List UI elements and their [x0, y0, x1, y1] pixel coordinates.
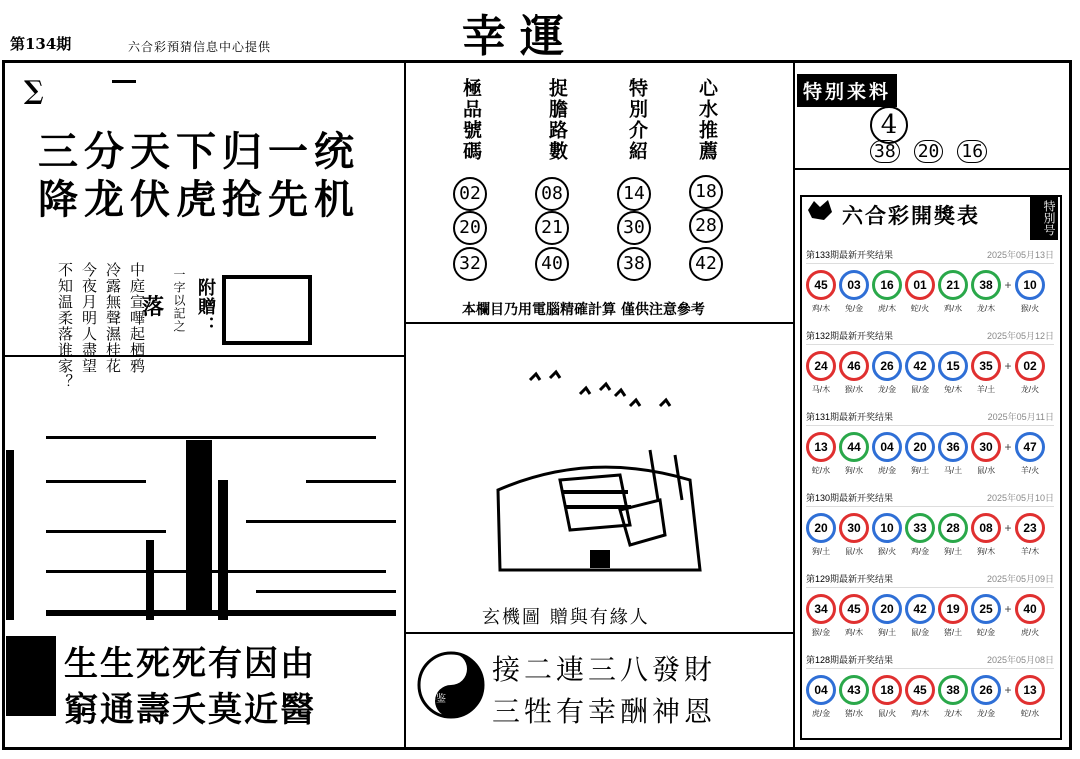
ball-item	[806, 270, 836, 314]
ball-item	[938, 675, 968, 719]
number-circle: 40	[535, 247, 569, 281]
small-poem-line: 今夜月明人盡望	[80, 262, 98, 374]
park-bench-image	[490, 360, 710, 580]
ball-zodiac: 蛇/水	[811, 466, 831, 475]
ball-number: 10	[1015, 270, 1045, 300]
column-head: 特別介紹	[626, 78, 648, 162]
ball-zodiac: 鼠/水	[844, 547, 864, 556]
ball-number: 04	[806, 675, 836, 705]
ball-number: 46	[839, 351, 869, 381]
ball-number: 45	[806, 270, 836, 300]
ball-number: 44	[839, 432, 869, 462]
scribble-area	[6, 420, 404, 628]
proverb-blot	[6, 636, 56, 716]
ball-number: 26	[971, 675, 1001, 705]
draw-header	[806, 329, 1054, 345]
ball-zodiac: 猴/金	[811, 628, 831, 637]
ball-zodiac: 羊/火	[1020, 466, 1040, 475]
draw-date: 2025年05月10日	[986, 493, 1054, 503]
ball-zodiac: 鸡/木	[910, 709, 930, 718]
ball-zodiac: 狗/土	[910, 466, 930, 475]
divider-center-low	[404, 632, 794, 634]
ball-number: 16	[872, 270, 902, 300]
ball-number: 03	[839, 270, 869, 300]
ball-zodiac: 虎/木	[877, 304, 897, 313]
ball-item	[938, 513, 968, 557]
number-circle: 18	[689, 175, 723, 209]
ball-item	[1015, 513, 1045, 557]
lottery-logo	[806, 198, 834, 222]
small-poem-line: 中庭宣嗶起栖鸦	[128, 262, 146, 374]
ball-item	[839, 432, 869, 476]
ball-item	[905, 513, 935, 557]
number-circle: 14	[617, 177, 651, 211]
small-poem-line: 不知温柔落谁家？	[56, 262, 74, 390]
small-poem-line: 冷露無聲濕桂花	[104, 262, 122, 374]
ball-zodiac: 鸡/金	[910, 547, 930, 556]
ball-item	[872, 675, 902, 719]
ball-item	[938, 270, 968, 314]
plus-sign: +	[1004, 278, 1012, 292]
ball-number: 01	[905, 270, 935, 300]
ball-zodiac: 狗/土	[811, 547, 831, 556]
special-number: 20	[914, 140, 944, 163]
ball-item	[971, 432, 1001, 476]
ball-number: 38	[938, 675, 968, 705]
plus-sign: +	[1004, 683, 1012, 697]
ball-number: 02	[1015, 351, 1045, 381]
ball-zodiac: 蛇/火	[910, 304, 930, 313]
draw-header	[806, 491, 1054, 507]
ball-zodiac: 虎/金	[811, 709, 831, 718]
number-circle: 02	[453, 177, 487, 211]
draw-date: 2025年05月09日	[986, 574, 1054, 584]
ball-item	[839, 675, 869, 719]
ball-number: 15	[938, 351, 968, 381]
number-circle: 21	[535, 211, 569, 245]
plus-sign: +	[1004, 440, 1012, 454]
ball-number: 45	[905, 675, 935, 705]
yin-yang-icon	[416, 650, 486, 720]
proverb-line-1: 生生死死有因由	[64, 644, 316, 684]
draw-title: 第130期最新开奖结果	[806, 493, 894, 503]
ball-item	[839, 351, 869, 395]
ball-zodiac: 兔/金	[844, 304, 864, 313]
ball-number: 33	[905, 513, 935, 543]
ball-zodiac: 龙/金	[877, 385, 897, 394]
ball-item	[872, 432, 902, 476]
ball-item	[1015, 594, 1045, 638]
ball-number: 47	[1015, 432, 1045, 462]
column-head: 捉膽路數	[546, 78, 568, 162]
ball-item	[1015, 432, 1045, 476]
ball-number: 30	[839, 513, 869, 543]
ball-number: 40	[1015, 594, 1045, 624]
lottery-header: 六合彩開獎表	[842, 203, 980, 228]
ball-zodiac: 鼠/火	[877, 709, 897, 718]
ball-zodiac: 狗/土	[877, 628, 897, 637]
ball-number: 04	[872, 432, 902, 462]
ball-zodiac: 龙/火	[1020, 385, 1040, 394]
poem-line-2: 降龙伏虎抢先机	[38, 176, 360, 223]
ball-item	[839, 270, 869, 314]
ball-item	[971, 270, 1001, 314]
slogan-line-2: 三牲有幸酬神恩	[492, 695, 717, 728]
ball-number: 13	[806, 432, 836, 462]
ball-number: 08	[971, 513, 1001, 543]
ball-item	[806, 351, 836, 395]
ball-item	[839, 594, 869, 638]
ball-zodiac: 蛇/金	[976, 628, 996, 637]
ball-zodiac: 蛇/水	[1020, 709, 1040, 718]
ink-blot-icon	[806, 198, 834, 222]
ball-zodiac: 狗/水	[844, 466, 864, 475]
ball-item	[806, 594, 836, 638]
ball-number: 35	[971, 351, 1001, 381]
draw-title: 第131期最新开奖结果	[806, 412, 894, 422]
ball-number: 23	[1015, 513, 1045, 543]
ball-number: 21	[938, 270, 968, 300]
plus-sign: +	[1004, 521, 1012, 535]
ball-item	[872, 594, 902, 638]
ball-zodiac: 猪/水	[844, 709, 864, 718]
number-circle: 42	[689, 247, 723, 281]
number-circle: 30	[617, 211, 651, 245]
proverb-line-2: 窮通壽夭莫近醫	[64, 690, 316, 730]
gift-label: 附贈：	[195, 278, 216, 335]
divider-right-top	[793, 168, 1072, 170]
draw-date: 2025年05月08日	[986, 655, 1054, 665]
ball-number: 10	[872, 513, 902, 543]
draw-result	[806, 410, 1054, 480]
number-circle: 38	[617, 247, 651, 281]
special-label: 特别来料	[797, 74, 897, 107]
draw-title: 第132期最新开奖结果	[806, 331, 894, 341]
ball-zodiac: 鼠/金	[910, 385, 930, 394]
draw-date: 2025年05月11日	[987, 412, 1054, 422]
ball-item	[905, 675, 935, 719]
ball-zodiac: 兔/木	[943, 385, 963, 394]
gift-char: 落	[142, 294, 165, 320]
ball-zodiac: 鸡/木	[844, 628, 864, 637]
scribble-image	[6, 420, 404, 628]
draw-title: 第128期最新开奖结果	[806, 655, 894, 665]
ball-zodiac: 鼠/水	[976, 466, 996, 475]
draw-header	[806, 653, 1054, 669]
ball-number: 13	[1015, 675, 1045, 705]
ball-number: 34	[806, 594, 836, 624]
ball-number: 20	[905, 432, 935, 462]
mystery-picture	[490, 360, 710, 580]
ball-zodiac: 鼠/金	[910, 628, 930, 637]
page-title: 幸運	[462, 11, 578, 62]
divider-left	[404, 60, 406, 750]
side-note: 一字以記之	[172, 268, 186, 333]
ball-item	[806, 675, 836, 719]
ball-zodiac: 狗/木	[976, 547, 996, 556]
ball-number: 38	[971, 270, 1001, 300]
special-numbers	[870, 140, 987, 163]
ball-item	[1015, 270, 1045, 314]
ball-number: 42	[905, 594, 935, 624]
columns-note: 本欄目乃用電腦精確計算 僅供注意參考	[462, 302, 705, 318]
special-number: 38	[870, 140, 900, 163]
draw-result	[806, 653, 1054, 723]
number-circle: 32	[453, 247, 487, 281]
draw-result	[806, 329, 1054, 399]
ball-item	[1015, 351, 1045, 395]
issue-number: 第134期	[10, 35, 72, 53]
plus-sign: +	[1004, 359, 1012, 373]
special-main-number: 4	[870, 106, 908, 144]
ball-number: 19	[938, 594, 968, 624]
ball-item	[872, 513, 902, 557]
draw-result	[806, 248, 1054, 318]
column-head: 心水推薦	[696, 78, 718, 162]
ball-number: 25	[971, 594, 1001, 624]
yin-yang-icon	[416, 650, 486, 720]
provider-text: 六合彩預猜信息中心提供	[128, 40, 272, 54]
number-circle: 28	[689, 209, 723, 243]
ball-zodiac: 龙/木	[976, 304, 996, 313]
picture-caption: 玄機圖 贈與有緣人	[482, 607, 650, 628]
ball-number: 20	[872, 594, 902, 624]
plus-sign: +	[1004, 602, 1012, 616]
ball-item	[938, 594, 968, 638]
ball-zodiac: 猴/火	[1020, 304, 1040, 313]
ball-zodiac: 鸡/木	[811, 304, 831, 313]
ball-zodiac: 鸡/水	[943, 304, 963, 313]
draw-date: 2025年05月13日	[986, 250, 1054, 260]
answer-box	[222, 275, 312, 345]
small-poem	[56, 262, 146, 390]
divider-right	[793, 60, 795, 750]
poem-line-1: 三分天下归一统	[38, 128, 360, 175]
ball-item	[971, 351, 1001, 395]
slogan-line-1: 接二連三八發財	[492, 653, 717, 686]
ball-number: 26	[872, 351, 902, 381]
sigma-mark: ∑	[24, 76, 44, 106]
ball-number: 42	[905, 351, 935, 381]
ball-number: 18	[872, 675, 902, 705]
corner-mark	[112, 80, 136, 83]
draw-title: 第133期最新开奖结果	[806, 250, 894, 260]
draw-header	[806, 572, 1054, 588]
draw-header	[806, 248, 1054, 264]
draw-title: 第129期最新开奖结果	[806, 574, 894, 584]
divider-center-mid	[404, 322, 794, 324]
ball-zodiac: 猪/土	[943, 628, 963, 637]
special-number: 16	[957, 140, 987, 163]
yin-yang-label: 神鉴	[426, 694, 446, 705]
ball-zodiac: 羊/土	[976, 385, 996, 394]
ball-zodiac: 羊/木	[1020, 547, 1040, 556]
draw-date: 2025年05月12日	[986, 331, 1054, 341]
ball-number: 20	[806, 513, 836, 543]
ball-number: 30	[971, 432, 1001, 462]
ball-item	[872, 270, 902, 314]
draw-result	[806, 491, 1054, 561]
ball-zodiac: 虎/金	[877, 466, 897, 475]
ball-number: 45	[839, 594, 869, 624]
ball-zodiac: 龙/木	[943, 709, 963, 718]
draw-header	[806, 410, 1054, 426]
ball-item	[905, 270, 935, 314]
ball-zodiac: 猴/火	[877, 547, 897, 556]
ball-item	[971, 675, 1001, 719]
ball-item	[971, 594, 1001, 638]
ball-number: 24	[806, 351, 836, 381]
ball-item	[1015, 675, 1045, 719]
ball-item	[938, 351, 968, 395]
ball-zodiac: 狗/土	[943, 547, 963, 556]
ball-zodiac: 猴/水	[844, 385, 864, 394]
ball-item	[938, 432, 968, 476]
number-circle: 08	[535, 177, 569, 211]
ball-item	[905, 432, 935, 476]
ball-zodiac: 龙/金	[976, 709, 996, 718]
ball-zodiac: 虎/火	[1020, 628, 1040, 637]
draw-result	[806, 572, 1054, 642]
lottery-tag: 特別号	[1030, 196, 1058, 240]
ball-zodiac: 马/土	[943, 466, 963, 475]
ball-number: 36	[938, 432, 968, 462]
ball-item	[905, 594, 935, 638]
ball-item	[971, 513, 1001, 557]
ball-item	[872, 351, 902, 395]
ball-item	[905, 351, 935, 395]
ball-number: 43	[839, 675, 869, 705]
ball-zodiac: 马/木	[811, 385, 831, 394]
column-head: 極品號碼	[460, 78, 482, 162]
ball-number: 28	[938, 513, 968, 543]
ball-item	[806, 513, 836, 557]
ball-item	[839, 513, 869, 557]
ball-item	[806, 432, 836, 476]
number-circle: 20	[453, 211, 487, 245]
